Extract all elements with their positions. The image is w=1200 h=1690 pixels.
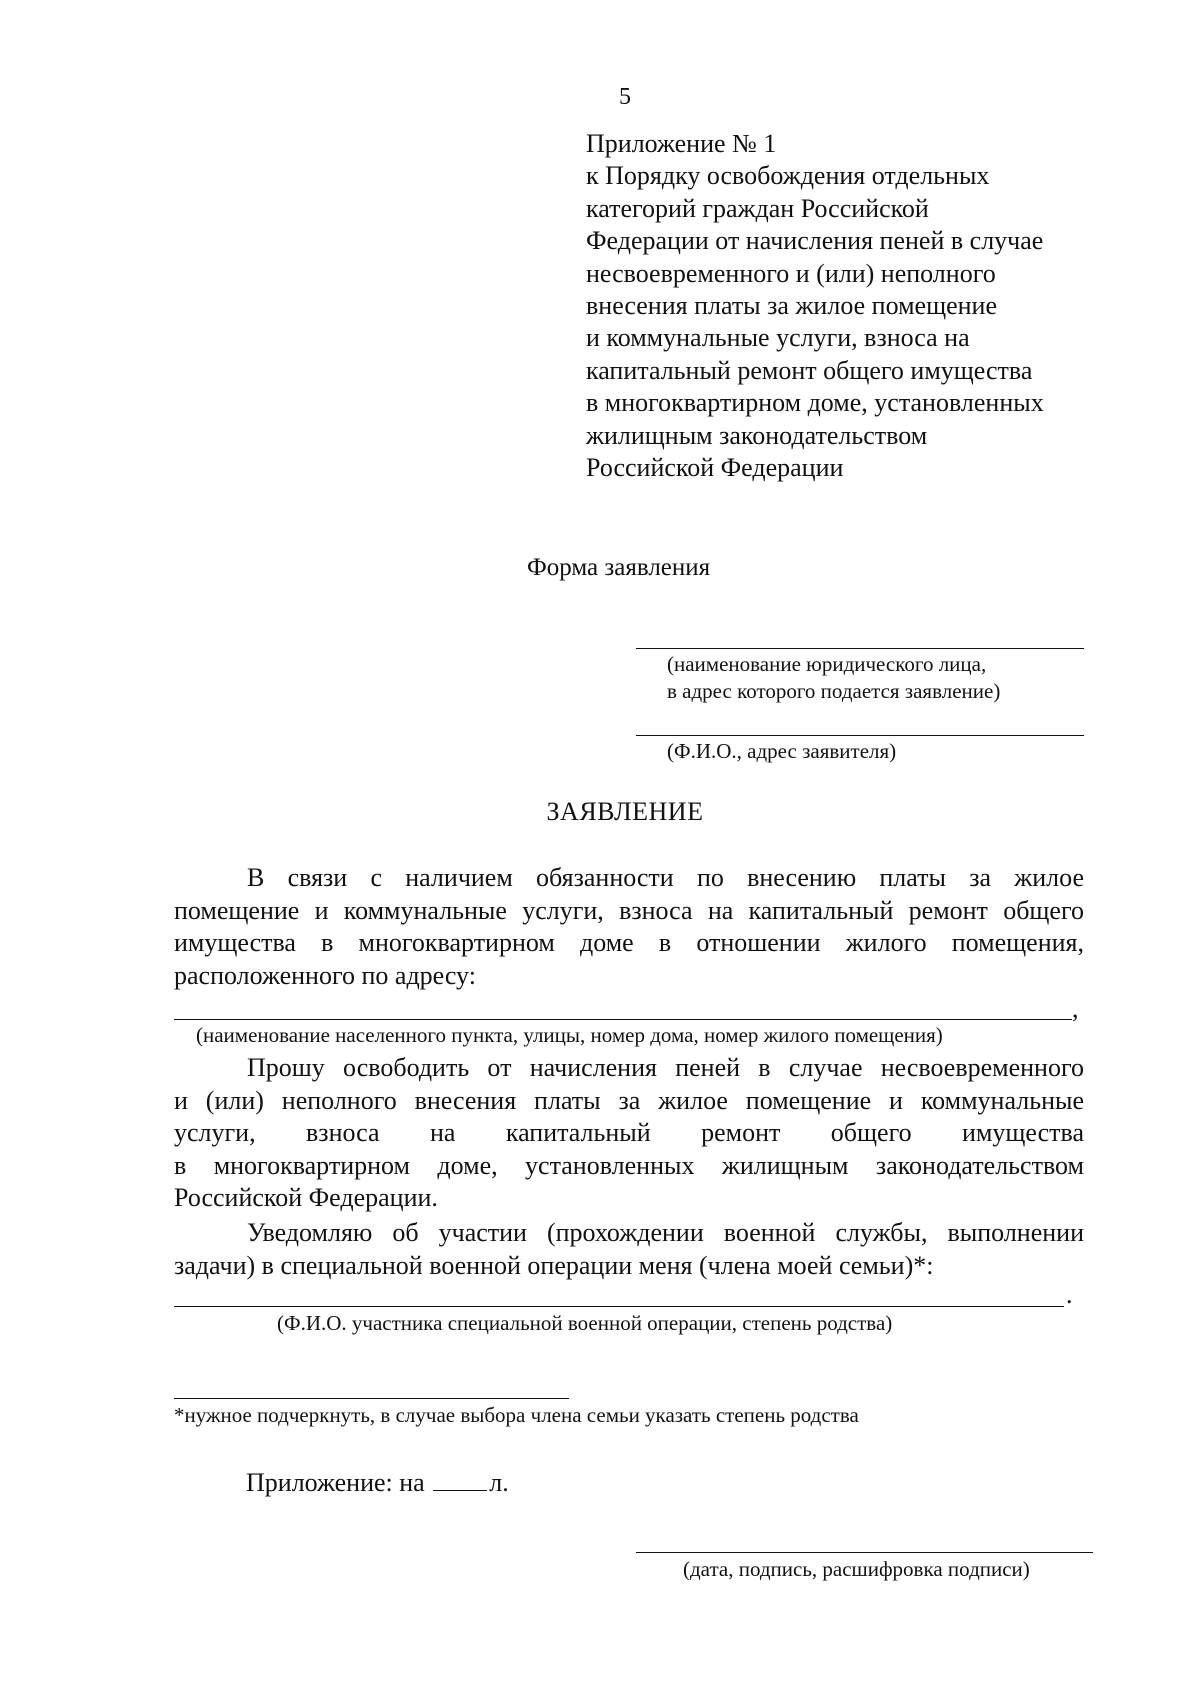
appendix-line: Приложение № 1 <box>586 129 777 158</box>
attachment-line <box>246 1468 509 1498</box>
paragraph-line: Уведомляю об участии (прохождении военной службы, выполнении <box>247 1218 1084 1247</box>
signature-blank-line[interactable] <box>636 1552 1093 1553</box>
paragraph-line: расположенного по адресу: <box>174 960 476 990</box>
paragraph-line: в многоквартирном доме, установленных жилищным законодательством <box>174 1150 1084 1180</box>
appendix-line: и коммунальные услуги, взноса на <box>586 323 970 353</box>
appendix-line: Российской Федерации <box>586 453 844 483</box>
paragraph-line: имущества в многоквартирном доме в отношении жилого помещения, <box>174 928 1084 957</box>
applicant-blank-line[interactable] <box>636 735 1084 736</box>
footnote-text: *нужное подчеркнуть, в случае выбора члена семьи указать степень родства <box>174 1403 859 1427</box>
attachment-suffix: л. <box>489 1468 509 1497</box>
appendix-header <box>586 128 1146 484</box>
appendix-line: несвоевременного и (или) неполного <box>586 258 996 288</box>
paragraph-line: и (или) неполного внесения платы за жилое помещение и коммунальные <box>174 1085 1084 1115</box>
addressee-caption-line2: в адрес которого подается заявление) <box>667 679 1001 703</box>
attachment-label: Приложение: на <box>246 1468 425 1497</box>
paragraph-line: помещение и коммунальные услуги, взноса на капитальный ремонт общего <box>174 895 1084 925</box>
appendix-line: жилищным законодательством <box>586 420 928 450</box>
signature-caption: (дата, подпись, расшифровка подписи) <box>683 1557 1030 1581</box>
addressee-blank-line[interactable] <box>636 648 1084 649</box>
paragraph-line: В связи с наличием обязанности по внесению платы за жилое <box>247 863 1084 892</box>
footnote-separator <box>174 1398 569 1399</box>
appendix-line: категорий граждан Российской <box>586 193 929 223</box>
addressee-caption-line1: (наименование юридического лица, <box>667 652 987 676</box>
paragraph-notification <box>174 1217 1084 1282</box>
applicant-caption: (Ф.И.О., адрес заявителя) <box>667 739 897 763</box>
appendix-line: Федерации от начисления пеней в случае <box>586 226 1044 256</box>
participant-line-period: . <box>1066 1280 1073 1309</box>
participant-blank-line[interactable] <box>174 1306 1064 1307</box>
paragraph-line: задачи) в специальной военной операции меня (члена моей семьи)*: <box>174 1250 934 1280</box>
paragraph-obligation <box>174 862 1084 992</box>
form-title: Форма заявления <box>527 554 711 581</box>
address-line-comma: , <box>1072 994 1079 1023</box>
participant-caption: (Ф.И.О. участника специальной военной операции, степень родства) <box>277 1311 893 1335</box>
page-number: 5 <box>619 84 631 110</box>
address-blank-line[interactable] <box>174 1019 1072 1020</box>
appendix-line: в многоквартирном доме, установленных <box>586 388 1044 418</box>
appendix-line: к Порядку освобождения отдельных <box>586 161 990 191</box>
attachment-pages-blank[interactable] <box>433 1468 487 1491</box>
appendix-line: внесения платы за жилое помещение <box>586 291 998 321</box>
appendix-line: капитальный ремонт общего имущества <box>586 355 1033 385</box>
paragraph-request <box>174 1052 1084 1215</box>
paragraph-line: Прошу освободить от начисления пеней в случае несвоевременного <box>247 1053 1084 1082</box>
statement-heading: ЗАЯВЛЕНИЕ <box>546 797 704 826</box>
paragraph-line: услуги, взноса на капитальный ремонт общего имущества <box>174 1118 1084 1147</box>
paragraph-line: Российской Федерации. <box>174 1183 438 1212</box>
address-caption: (наименование населенного пункта, улицы, номер дома, номер жилого помещения) <box>196 1023 943 1047</box>
